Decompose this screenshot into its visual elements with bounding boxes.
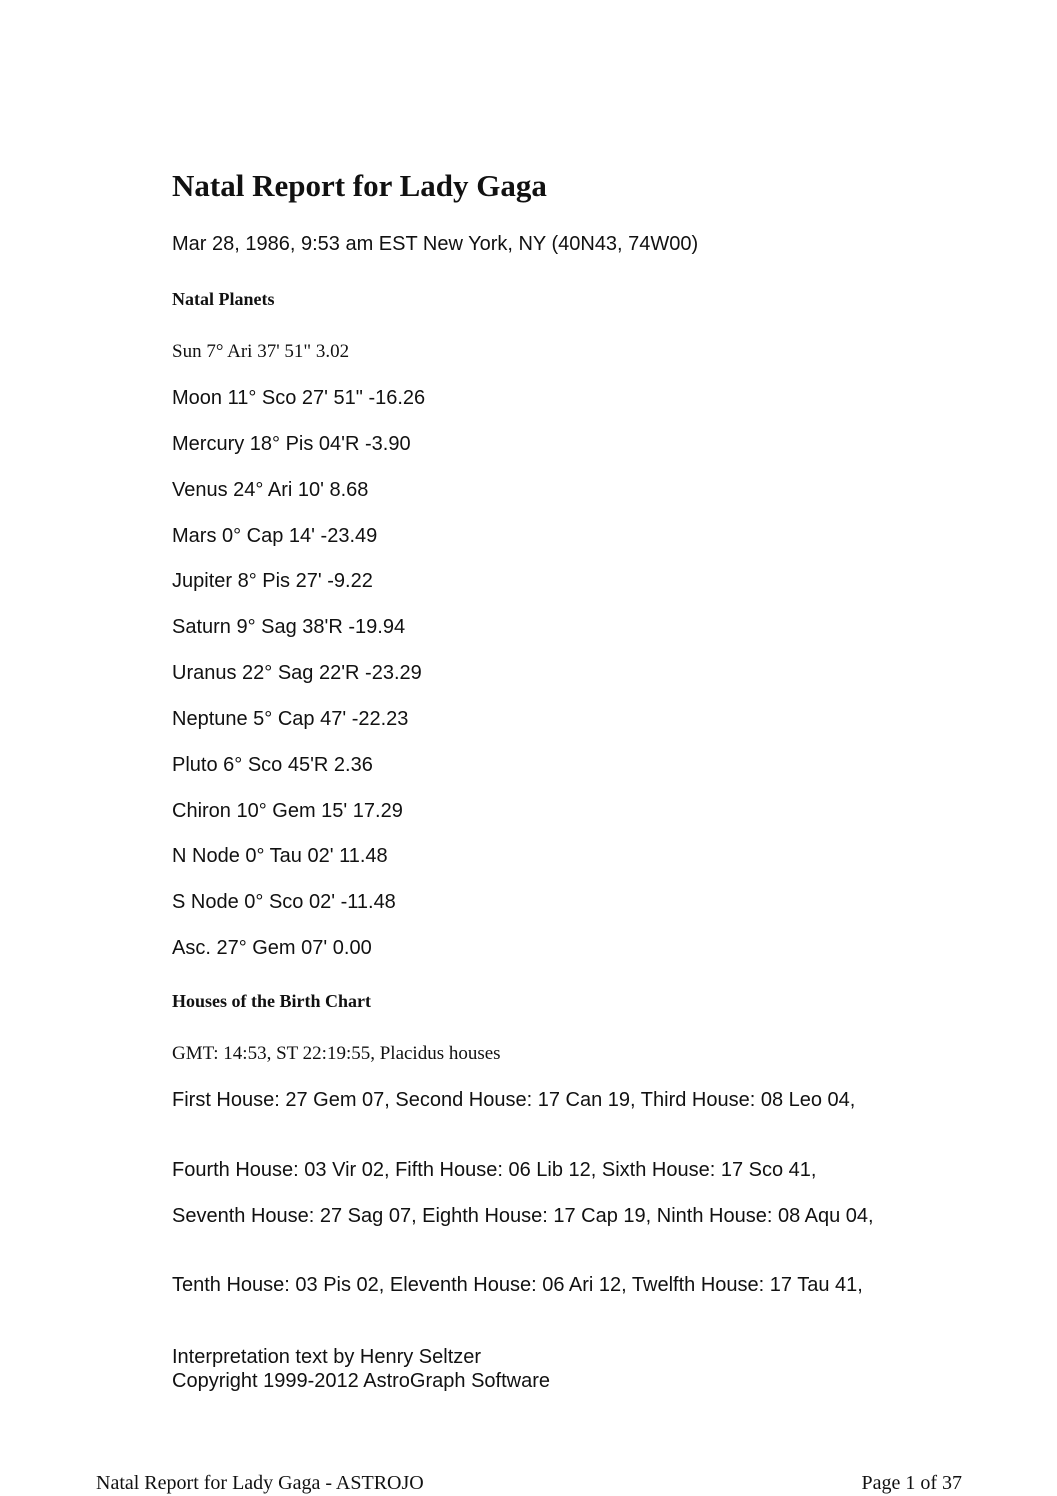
planet-row-neptune: Neptune 5° Cap 47' -22.23 [172, 708, 409, 730]
houses-row-1-3: First House: 27 Gem 07, Second House: 17 Can 19, Third House: 08 Leo 04, [172, 1089, 856, 1111]
houses-row-10-12: Tenth House: 03 Pis 02, Eleventh House: 06 Ari 12, Twelfth House: 17 Tau 41, [172, 1274, 863, 1296]
credits [172, 1345, 892, 1393]
planet-row-uranus: Uranus 22° Sag 22'R -23.29 [172, 662, 422, 684]
planet-row-south-node: S Node 0° Sco 02' -11.48 [172, 891, 396, 913]
birth-details: Mar 28, 1986, 9:53 am EST New York, NY (40N43, 74W00) [172, 233, 699, 255]
page-number: Page 1 of 37 [861, 1472, 962, 1494]
planet-row-pluto: Pluto 6° Sco 45'R 2.36 [172, 754, 373, 776]
page-title: Natal Report for Lady Gaga [172, 168, 547, 203]
footer-title: Natal Report for Lady Gaga - ASTROJO [96, 1472, 424, 1494]
planet-row-moon: Moon 11° Sco 27' 51" -16.26 [172, 387, 426, 409]
houses-info: GMT: 14:53, ST 22:19:55, Placidus houses [172, 1043, 501, 1064]
planet-row-chiron: Chiron 10° Gem 15' 17.29 [172, 800, 403, 822]
credit-interpretation: Interpretation text by Henry Seltzer [172, 1346, 482, 1368]
planet-row-mercury: Mercury 18° Pis 04'R -3.90 [172, 433, 411, 455]
houses-row-4-6: Fourth House: 03 Vir 02, Fifth House: 06 Lib 12, Sixth House: 17 Sco 41, [172, 1159, 817, 1181]
planet-row-ascendant: Asc. 27° Gem 07' 0.00 [172, 937, 372, 959]
houses-heading: Houses of the Birth Chart [172, 991, 371, 1011]
planet-row-jupiter: Jupiter 8° Pis 27' -9.22 [172, 570, 373, 592]
planet-row-north-node: N Node 0° Tau 02' 11.48 [172, 845, 388, 867]
planet-row-sun: Sun 7° Ari 37' 51" 3.02 [172, 341, 350, 362]
houses-row-7-9: Seventh House: 27 Sag 07, Eighth House: 17 Cap 19, Ninth House: 08 Aqu 04, [172, 1205, 874, 1227]
planet-row-venus: Venus 24° Ari 10' 8.68 [172, 479, 369, 501]
planet-row-mars: Mars 0° Cap 14' -23.49 [172, 525, 378, 547]
planets-heading: Natal Planets [172, 289, 275, 309]
planet-row-saturn: Saturn 9° Sag 38'R -19.94 [172, 616, 406, 638]
credit-copyright: Copyright 1999-2012 AstroGraph Software [172, 1370, 550, 1392]
